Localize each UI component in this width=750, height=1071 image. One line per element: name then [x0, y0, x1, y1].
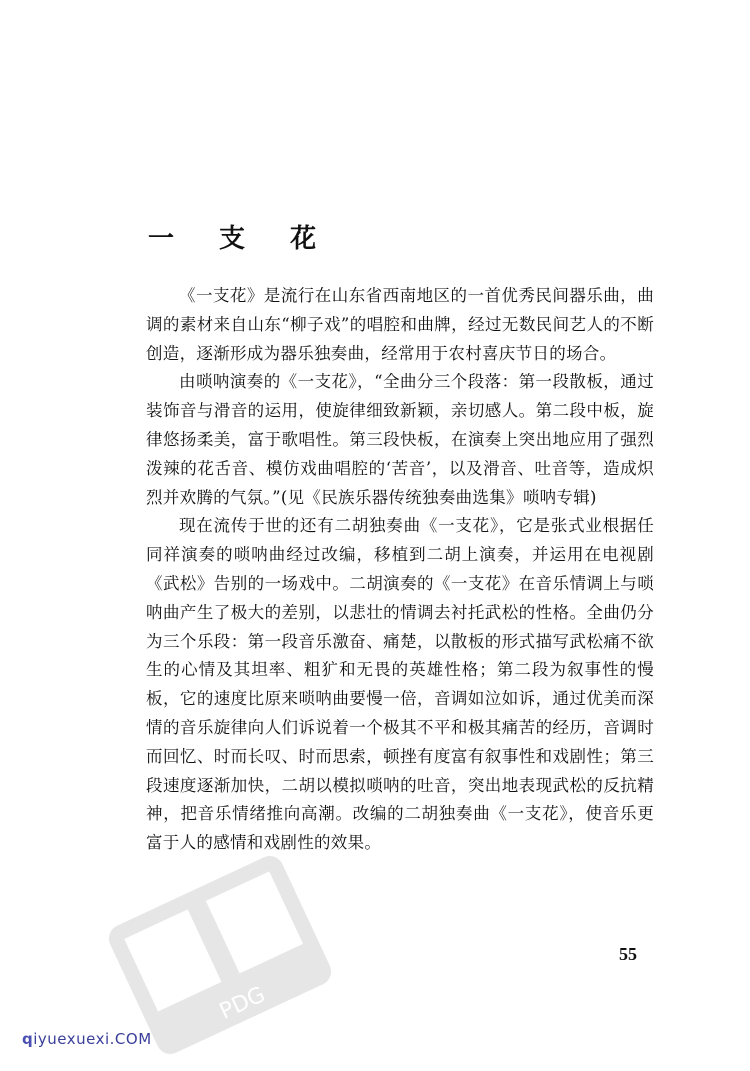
page-number: 55 [619, 944, 637, 964]
site-url-q: q [22, 1030, 34, 1048]
body-text [146, 282, 654, 858]
site-url-link[interactable] [22, 1030, 152, 1048]
paragraph-erhu: 现在流传于世的还有二胡独奏曲《一支花》，它是张式业根据任同祥演奏的唢呐曲经过改编，移植到二胡上演奏，并运用在电视剧《武松》告别的一场戏中。二胡演奏的《一支花》在音乐情调上与唢呐曲产生了极大的差别，以悲壮的情调去衬托武松的性格。全曲仍分为三个乐段：第一段音乐激奋、痛楚，以散板的形式描写武松痛不欲生的心情及其坦率、粗犷和无畏的英雄性格；第二段为叙事性的慢板，它的速度比原来唢呐曲要慢一倍，音调如泣如诉，通过优美而深情的音乐旋律向人们诉说着一个极其不平和极其痛苦的经历，音调时而回忆、时而长叹、时而思索，顿挫有度富有叙事性和戏剧性；第三段速度逐渐加快，二胡以模拟唢呐的吐音，突出地表现武松的反抗精神，把音乐情绪推向高潮。改编的二胡独奏曲《一支花》，使音乐更富于人的感情和戏剧性的效果。 [146, 516, 654, 853]
paragraph-suona: 由唢呐演奏的《一支花》，“全曲分三个段落：第一段散板，通过装饰音与滑音的运用，使旋律细致新颖，亲切感人。第二段中板，旋律悠扬柔美，富于歌唱性。第三段快板，在演奏上突出地应用了强烈泼辣的花舌音、模仿戏曲唱腔的‘苦音’，以及滑音、吐音等，造成炽烈并欢腾的气氛。”(见《民族乐器传统独奏曲选集》唢呐专辑) [146, 372, 654, 507]
paragraph-intro: 《一支花》是流行在山东省西南地区的一首优秀民间器乐曲，曲调的素材来自山东“柳子戏”的唱腔和曲牌，经过无数民间艺人的不断创造，逐渐形成为器乐独奏曲，经常用于农村喜庆节日的场合。 [146, 286, 654, 363]
site-url-rest: iyuexuexi.COM [33, 1030, 152, 1048]
page-title: 一 支 花 [148, 224, 335, 254]
watermark-label: PDG [215, 982, 270, 1025]
